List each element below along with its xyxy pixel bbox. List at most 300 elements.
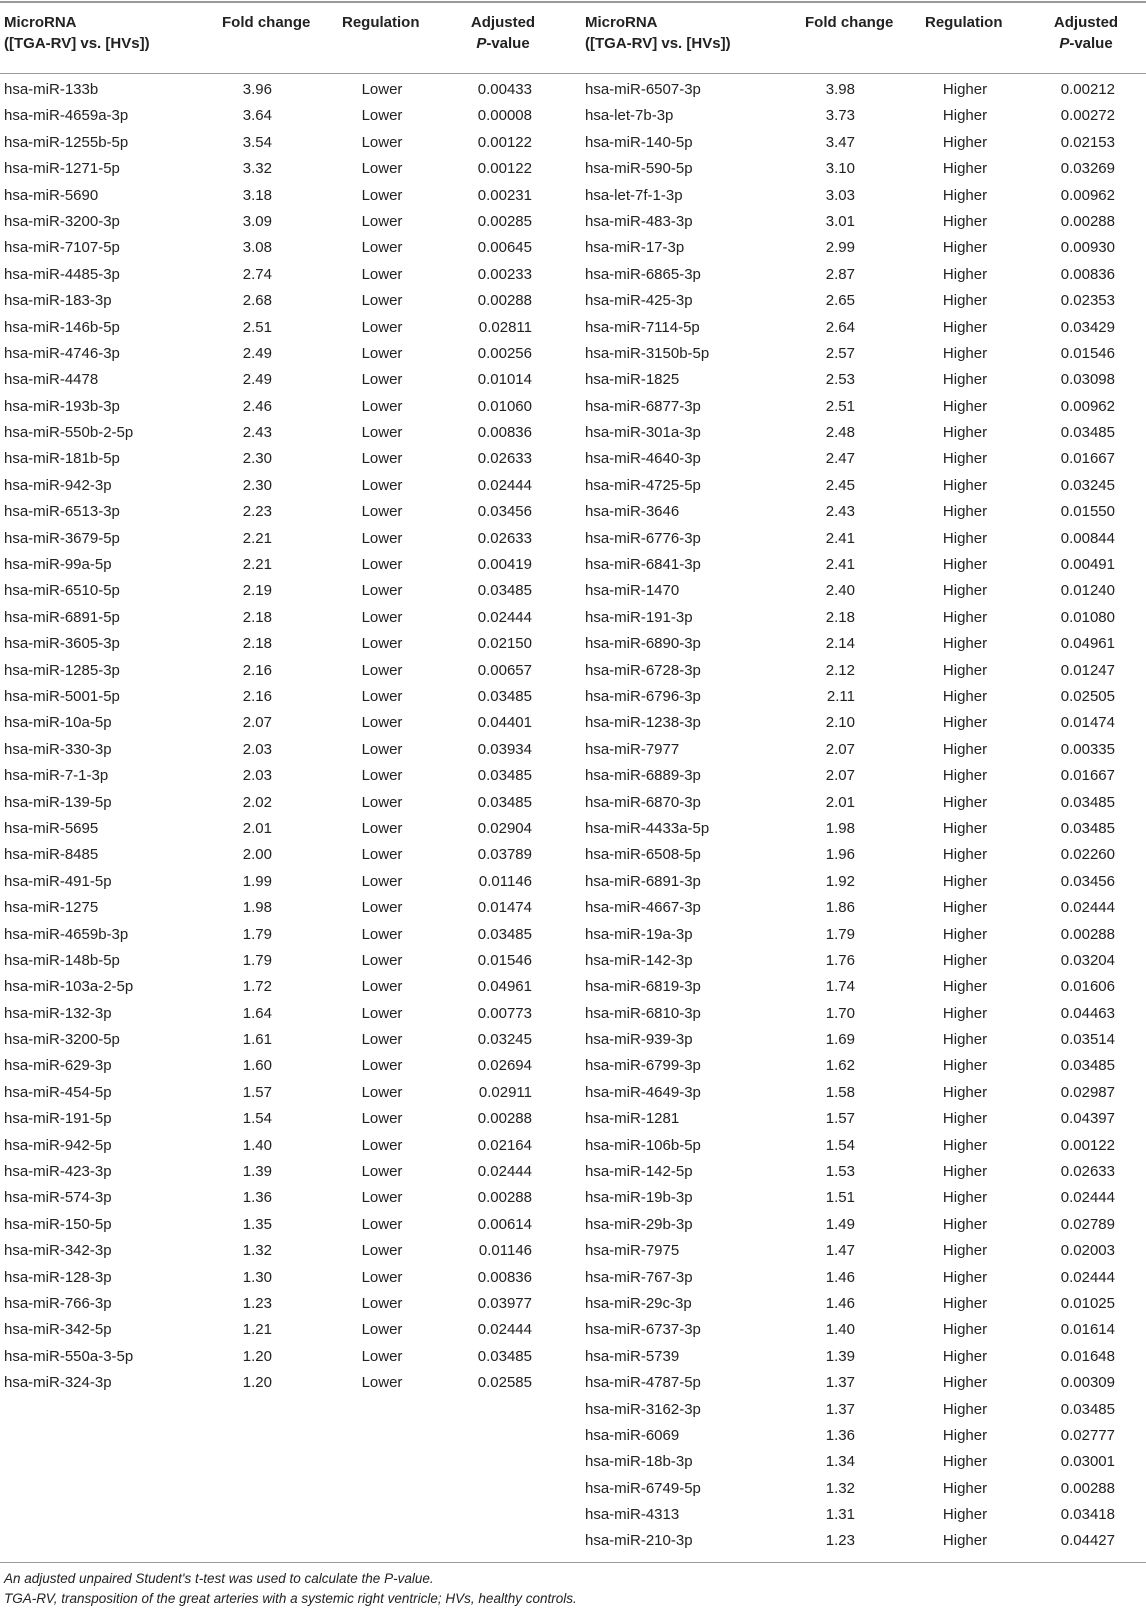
regulation-cell: Higher — [942, 292, 988, 310]
table-row — [583, 103, 1146, 129]
microrna-cell: hsa-miR-6819-3p — [585, 978, 701, 996]
p-value-cell: 0.04401 — [477, 714, 532, 732]
fold-change-cell: 1.20 — [242, 1374, 272, 1392]
table-row — [0, 473, 570, 499]
microrna-cell: hsa-miR-6507-3p — [585, 81, 701, 98]
microrna-cell: hsa-miR-6749-5p — [585, 1479, 701, 1497]
p-value-cell: 0.02150 — [477, 635, 532, 653]
regulation-cell: Higher — [942, 899, 988, 917]
regulation-cell: Higher — [942, 608, 988, 626]
table-row — [583, 869, 1146, 895]
p-value-cell: 0.02444 — [477, 476, 532, 494]
regulation-cell: Higher — [942, 107, 988, 125]
regulation-cell: Lower — [361, 1215, 403, 1233]
table-row — [583, 1528, 1146, 1554]
table-row — [0, 710, 570, 736]
regulation-cell: Higher — [942, 1479, 988, 1497]
table-row — [0, 1344, 570, 1370]
regulation-cell: Higher — [942, 1136, 988, 1154]
table-row — [583, 473, 1146, 499]
header-adjusted-line1: Adjusted — [1053, 14, 1119, 31]
microrna-cell: hsa-miR-10a-5p — [4, 714, 112, 732]
p-value-cell: 0.02164 — [477, 1136, 532, 1154]
microrna-cell: hsa-miR-4659b-3p — [4, 925, 129, 943]
fold-change-cell: 1.92 — [825, 872, 855, 890]
fold-change-cell: 2.21 — [242, 529, 272, 547]
microrna-cell: hsa-miR-4725-5p — [585, 476, 701, 494]
fold-change-cell: 2.07 — [825, 740, 855, 758]
fold-change-cell: 1.99 — [242, 872, 272, 890]
p-value-cell: 0.03789 — [477, 846, 532, 864]
p-value-cell: 0.02633 — [1060, 1163, 1115, 1181]
p-value-cell: 0.00122 — [477, 160, 532, 178]
microrna-cell: hsa-miR-1238-3p — [585, 714, 701, 732]
table-row — [583, 922, 1146, 948]
microrna-cell: hsa-miR-7975 — [585, 1242, 680, 1260]
table-row — [0, 1001, 570, 1027]
fold-change-cell: 2.18 — [242, 635, 272, 653]
microrna-cell: hsa-miR-132-3p — [4, 1004, 112, 1022]
p-value-cell: 0.00614 — [477, 1215, 532, 1233]
p-value-cell: 0.03245 — [1060, 476, 1115, 494]
regulation-cell: Higher — [942, 1347, 988, 1365]
fold-change-cell: 2.16 — [242, 661, 272, 679]
fold-change-cell: 2.02 — [242, 793, 272, 811]
regulation-cell: Lower — [361, 1189, 403, 1207]
fold-change-cell: 1.53 — [825, 1163, 855, 1181]
fold-change-cell: 2.11 — [826, 687, 855, 705]
fold-change-cell: 2.07 — [825, 767, 855, 785]
p-value-cell: 0.00122 — [477, 133, 532, 151]
microrna-cell: hsa-miR-19a-3p — [585, 925, 693, 943]
table-row — [583, 684, 1146, 710]
table-row — [0, 420, 570, 446]
table-row — [0, 341, 570, 367]
microrna-cell: hsa-miR-6510-5p — [4, 582, 120, 600]
regulation-cell: Lower — [361, 503, 403, 521]
fold-change-cell: 1.98 — [825, 819, 855, 837]
table-row — [0, 816, 570, 842]
p-value-cell: 0.03245 — [477, 1031, 532, 1049]
p-value-cell: 0.02694 — [477, 1057, 532, 1075]
fold-change-cell: 2.49 — [242, 371, 272, 389]
microrna-cell: hsa-miR-3646 — [585, 503, 680, 521]
bottom-rule — [0, 1562, 1146, 1563]
p-value-cell: 0.01240 — [1060, 582, 1115, 600]
fold-change-cell: 1.31 — [825, 1506, 855, 1524]
microrna-cell: hsa-miR-103a-2-5p — [4, 978, 134, 996]
p-value-cell: 0.03485 — [477, 767, 532, 785]
microrna-cell: hsa-miR-454-5p — [4, 1083, 112, 1101]
microrna-cell: hsa-miR-4433a-5p — [585, 819, 710, 837]
p-value-cell: 0.04397 — [1060, 1110, 1115, 1128]
table-row — [583, 1502, 1146, 1528]
table-row — [583, 710, 1146, 736]
p-value-cell: 0.00645 — [477, 239, 532, 257]
fold-change-cell: 1.37 — [825, 1374, 855, 1392]
microrna-cell: hsa-miR-8485 — [4, 846, 99, 864]
fold-change-cell: 2.99 — [825, 239, 855, 257]
table-row — [0, 1080, 570, 1106]
regulation-cell: Higher — [942, 1083, 988, 1101]
table-row — [0, 552, 570, 578]
microrna-cell: hsa-miR-17-3p — [585, 239, 685, 257]
microrna-cell: hsa-miR-6890-3p — [585, 635, 701, 653]
p-value-cell: 0.02633 — [477, 450, 532, 468]
fold-change-cell: 3.18 — [242, 186, 272, 204]
fold-change-cell: 2.00 — [242, 846, 272, 864]
regulation-cell: Higher — [942, 767, 988, 785]
microrna-cell: hsa-miR-99a-5p — [4, 556, 112, 574]
regulation-cell: Higher — [942, 1189, 988, 1207]
table-row — [0, 948, 570, 974]
p-value-cell: 0.01060 — [477, 397, 532, 415]
microrna-cell: hsa-miR-4649-3p — [585, 1083, 701, 1101]
p-value-cell: 0.00844 — [1060, 529, 1115, 547]
table-row — [583, 526, 1146, 552]
fold-change-cell: 2.68 — [242, 292, 272, 310]
microrna-cell: hsa-miR-150-5p — [4, 1215, 112, 1233]
right-table-half — [583, 0, 1146, 1560]
fold-change-cell: 1.51 — [825, 1189, 855, 1207]
p-value-cell: 0.01550 — [1060, 503, 1115, 521]
p-value-cell: 0.00419 — [477, 556, 532, 574]
regulation-cell: Lower — [361, 687, 403, 705]
regulation-cell: Higher — [942, 318, 988, 336]
table-row — [0, 842, 570, 868]
regulation-cell: Lower — [361, 714, 403, 732]
fold-change-cell: 2.03 — [242, 767, 272, 785]
p-value-cell: 0.03204 — [1060, 951, 1115, 969]
regulation-cell: Higher — [942, 793, 988, 811]
regulation-cell: Higher — [942, 344, 988, 362]
table-row — [583, 816, 1146, 842]
microrna-cell: hsa-miR-3162-3p — [585, 1400, 701, 1418]
p-value-cell: 0.00836 — [477, 424, 532, 442]
table-row — [0, 315, 570, 341]
table-row — [583, 341, 1146, 367]
table-row — [0, 209, 570, 235]
microrna-cell: hsa-miR-1825 — [585, 371, 680, 389]
p-value-cell: 0.03429 — [1060, 318, 1115, 336]
microrna-cell: hsa-miR-6889-3p — [585, 767, 701, 785]
microrna-cell: hsa-miR-146b-5p — [4, 318, 120, 336]
microrna-cell: hsa-miR-5690 — [4, 186, 99, 204]
table-row — [0, 790, 570, 816]
p-value-cell: 0.00233 — [477, 265, 532, 283]
table-row — [0, 1370, 570, 1396]
table-row — [0, 922, 570, 948]
table-row — [0, 499, 570, 525]
table-row — [0, 1133, 570, 1159]
p-value-cell: 0.00288 — [477, 292, 532, 310]
regulation-cell: Lower — [361, 1057, 403, 1075]
header-microrna — [4, 12, 150, 54]
table-row — [0, 763, 570, 789]
table-row — [583, 1212, 1146, 1238]
regulation-cell: Lower — [361, 793, 403, 811]
regulation-cell: Higher — [942, 872, 988, 890]
header-regulation: Regulation — [342, 14, 420, 31]
p-value-cell: 0.01146 — [478, 1242, 532, 1260]
regulation-cell: Lower — [361, 371, 403, 389]
microrna-cell: hsa-miR-193b-3p — [4, 397, 120, 415]
regulation-cell: Higher — [942, 978, 988, 996]
fold-change-cell: 1.40 — [825, 1321, 855, 1339]
left-table-half — [0, 0, 570, 1560]
fold-change-cell: 1.30 — [242, 1268, 272, 1286]
regulation-cell: Higher — [942, 1057, 988, 1075]
fold-change-cell: 2.18 — [825, 608, 855, 626]
p-value-cell: 0.02789 — [1060, 1215, 1115, 1233]
fold-change-cell: 1.54 — [242, 1110, 272, 1128]
p-value-cell: 0.01648 — [1060, 1347, 1115, 1365]
p-value-cell: 0.03934 — [477, 740, 532, 758]
microrna-cell: hsa-miR-133b — [4, 81, 99, 98]
table-row — [0, 737, 570, 763]
microrna-cell: hsa-miR-7977 — [585, 740, 680, 758]
microrna-cell: hsa-miR-18b-3p — [585, 1453, 693, 1471]
fold-change-cell: 1.57 — [242, 1083, 272, 1101]
fold-change-cell: 3.96 — [242, 81, 272, 98]
regulation-cell: Higher — [942, 371, 988, 389]
microrna-cell: hsa-miR-4478 — [4, 371, 99, 389]
microrna-cell: hsa-miR-550b-2-5p — [4, 424, 134, 442]
regulation-cell: Lower — [361, 1242, 403, 1260]
fold-change-cell: 2.41 — [825, 556, 855, 574]
microrna-cell: hsa-miR-942-3p — [4, 476, 112, 494]
fold-change-cell: 2.19 — [242, 582, 272, 600]
regulation-cell: Lower — [361, 608, 403, 626]
fold-change-cell: 2.03 — [242, 740, 272, 758]
table-row — [0, 367, 570, 393]
table-row — [0, 974, 570, 1000]
regulation-cell: Lower — [361, 925, 403, 943]
table-row — [583, 1397, 1146, 1423]
regulation-cell: Higher — [942, 925, 988, 943]
regulation-cell: Higher — [942, 1004, 988, 1022]
regulation-cell: Lower — [361, 582, 403, 600]
table-row — [583, 1423, 1146, 1449]
table-row — [0, 103, 570, 129]
p-value-cell: 0.03514 — [1060, 1031, 1115, 1049]
fold-change-cell: 1.46 — [825, 1268, 855, 1286]
table-row — [583, 130, 1146, 156]
header-adjusted-p — [1051, 12, 1121, 54]
microrna-cell: hsa-miR-574-3p — [4, 1189, 112, 1207]
p-value-cell: 0.02260 — [1060, 846, 1115, 864]
microrna-cell: hsa-miR-3200-3p — [4, 212, 120, 230]
fold-change-cell: 1.58 — [825, 1083, 855, 1101]
p-value-cell: 0.03485 — [1060, 793, 1115, 811]
microrna-cell: hsa-miR-767-3p — [585, 1268, 693, 1286]
microrna-cell: hsa-miR-7107-5p — [4, 239, 120, 257]
table-row — [583, 235, 1146, 261]
p-value-cell: 0.04463 — [1060, 1004, 1115, 1022]
p-value-cell: 0.00836 — [1060, 265, 1115, 283]
regulation-cell: Higher — [942, 160, 988, 178]
microrna-cell: hsa-miR-301a-3p — [585, 424, 701, 442]
fold-change-cell: 2.74 — [242, 265, 272, 283]
microrna-cell: hsa-miR-7114-5p — [585, 318, 700, 336]
header-microrna-line2: ([TGA-RV] vs. [HVs]) — [4, 35, 150, 52]
fold-change-cell: 2.23 — [242, 503, 272, 521]
microrna-cell: hsa-miR-29c-3p — [585, 1294, 692, 1312]
header-adjusted-line1: Adjusted — [470, 14, 536, 31]
fold-change-cell: 3.09 — [242, 212, 272, 230]
table-row — [0, 605, 570, 631]
microrna-cell: hsa-miR-5001-5p — [4, 687, 120, 705]
microrna-cell: hsa-miR-1271-5p — [4, 160, 120, 178]
p-value-cell: 0.01146 — [478, 872, 532, 890]
p-value-cell: 0.00657 — [477, 661, 532, 679]
header-p-suffix: -value — [1069, 35, 1113, 52]
p-value-cell: 0.00288 — [477, 1189, 532, 1207]
regulation-cell: Higher — [942, 450, 988, 468]
microrna-cell: hsa-miR-6891-5p — [4, 608, 120, 626]
p-value-cell: 0.02777 — [1060, 1426, 1115, 1444]
p-value-cell: 0.01546 — [477, 951, 532, 969]
microrna-cell: hsa-miR-483-3p — [585, 212, 693, 230]
p-value-cell: 0.02505 — [1060, 687, 1115, 705]
fold-change-cell: 2.30 — [242, 450, 272, 468]
microrna-cell: hsa-miR-7-1-3p — [4, 767, 109, 785]
p-value-cell: 0.04961 — [477, 978, 532, 996]
table-row — [583, 605, 1146, 631]
regulation-cell: Higher — [942, 951, 988, 969]
regulation-cell: Higher — [942, 846, 988, 864]
table-row — [583, 658, 1146, 684]
header-fold-change: Fold change — [805, 14, 894, 31]
table-row — [583, 288, 1146, 314]
header-adjusted-line2 — [1051, 33, 1121, 54]
fold-change-cell: 1.60 — [242, 1057, 272, 1075]
table-row — [0, 1212, 570, 1238]
fold-change-cell: 1.74 — [825, 978, 855, 996]
p-value-cell: 0.03418 — [1060, 1506, 1115, 1524]
table-row — [0, 1238, 570, 1264]
regulation-cell: Lower — [361, 661, 403, 679]
fold-change-cell: 2.87 — [825, 265, 855, 283]
p-value-cell: 0.03485 — [477, 687, 532, 705]
regulation-cell: Lower — [361, 951, 403, 969]
microrna-cell: hsa-miR-6508-5p — [585, 846, 701, 864]
p-value-cell: 0.02811 — [478, 318, 532, 336]
fold-change-cell: 1.21 — [242, 1321, 272, 1339]
fold-change-cell: 1.32 — [242, 1242, 272, 1260]
p-value-cell: 0.00285 — [477, 212, 532, 230]
fold-change-cell: 1.23 — [242, 1294, 272, 1312]
regulation-cell: Higher — [942, 1268, 988, 1286]
right-rows — [583, 77, 1146, 1555]
table-row — [0, 631, 570, 657]
regulation-cell: Lower — [361, 160, 403, 178]
fold-change-cell: 3.32 — [242, 160, 272, 178]
header-adjusted-p — [468, 12, 538, 54]
fold-change-cell: 2.21 — [242, 556, 272, 574]
table-row — [0, 1027, 570, 1053]
regulation-cell: Lower — [361, 556, 403, 574]
fold-change-cell: 1.64 — [242, 1004, 272, 1022]
fold-change-cell: 2.51 — [825, 397, 855, 415]
p-value-cell: 0.02585 — [477, 1374, 532, 1392]
p-value-cell: 0.00288 — [1060, 212, 1115, 230]
microrna-cell: hsa-miR-6728-3p — [585, 661, 701, 679]
fold-change-cell: 1.72 — [242, 978, 272, 996]
p-value-cell: 0.01667 — [1060, 450, 1115, 468]
fold-change-cell: 2.41 — [825, 529, 855, 547]
fold-change-cell: 1.96 — [825, 846, 855, 864]
microrna-cell: hsa-miR-106b-5p — [585, 1136, 701, 1154]
table-row — [0, 1106, 570, 1132]
microrna-cell: hsa-miR-324-3p — [4, 1374, 112, 1392]
p-value-cell: 0.03456 — [477, 503, 532, 521]
microrna-cell: hsa-miR-6513-3p — [4, 503, 120, 521]
microrna-cell: hsa-miR-423-3p — [4, 1163, 112, 1181]
table-row — [0, 658, 570, 684]
p-value-cell: 0.03485 — [1060, 819, 1115, 837]
p-value-cell: 0.00256 — [477, 344, 532, 362]
regulation-cell: Lower — [361, 212, 403, 230]
regulation-cell: Higher — [942, 529, 988, 547]
regulation-cell: Higher — [942, 1215, 988, 1233]
microrna-cell: hsa-let-7b-3p — [585, 107, 674, 125]
fold-change-cell: 2.45 — [825, 476, 855, 494]
microrna-cell: hsa-miR-142-5p — [585, 1163, 693, 1181]
fold-change-cell: 2.40 — [825, 582, 855, 600]
microrna-cell: hsa-miR-1255b-5p — [4, 133, 129, 151]
fold-change-cell: 1.98 — [242, 899, 272, 917]
p-value-cell: 0.00288 — [477, 1110, 532, 1128]
regulation-cell: Higher — [942, 1374, 988, 1392]
p-value-cell: 0.01667 — [1060, 767, 1115, 785]
fold-change-cell: 2.48 — [825, 424, 855, 442]
table-row — [583, 552, 1146, 578]
p-value-cell: 0.01474 — [1060, 714, 1115, 732]
table-row — [0, 235, 570, 261]
table-row — [583, 578, 1146, 604]
header-microrna-line1: MicroRNA — [585, 14, 658, 31]
microrna-cell: hsa-miR-4485-3p — [4, 265, 120, 283]
fold-change-cell: 1.76 — [825, 951, 855, 969]
regulation-cell: Higher — [942, 1163, 988, 1181]
microrna-cell: hsa-miR-142-3p — [585, 951, 693, 969]
p-value-cell: 0.00288 — [1060, 1479, 1115, 1497]
p-value-cell: 0.00309 — [1060, 1374, 1115, 1392]
table-row — [583, 1106, 1146, 1132]
fold-change-cell: 1.34 — [825, 1453, 855, 1471]
table-row — [583, 420, 1146, 446]
microrna-cell: hsa-miR-330-3p — [4, 740, 112, 758]
regulation-cell: Higher — [942, 265, 988, 283]
p-value-cell: 0.00008 — [477, 107, 532, 125]
regulation-cell: Lower — [361, 1031, 403, 1049]
regulation-cell: Higher — [942, 1242, 988, 1260]
p-value-cell: 0.03269 — [1060, 160, 1115, 178]
p-value-cell: 0.02444 — [477, 1163, 532, 1181]
regulation-cell: Higher — [942, 397, 988, 415]
p-value-cell: 0.01606 — [1060, 978, 1115, 996]
p-value-cell: 0.03456 — [1060, 872, 1115, 890]
regulation-cell: Lower — [361, 476, 403, 494]
regulation-cell: Higher — [942, 635, 988, 653]
regulation-cell: Lower — [361, 1163, 403, 1181]
table-row — [0, 1185, 570, 1211]
fold-change-cell: 3.98 — [825, 81, 855, 98]
left-rows — [0, 77, 570, 1397]
microrna-cell: hsa-miR-550a-3-5p — [4, 1347, 134, 1365]
p-value-cell: 0.03001 — [1060, 1453, 1115, 1471]
